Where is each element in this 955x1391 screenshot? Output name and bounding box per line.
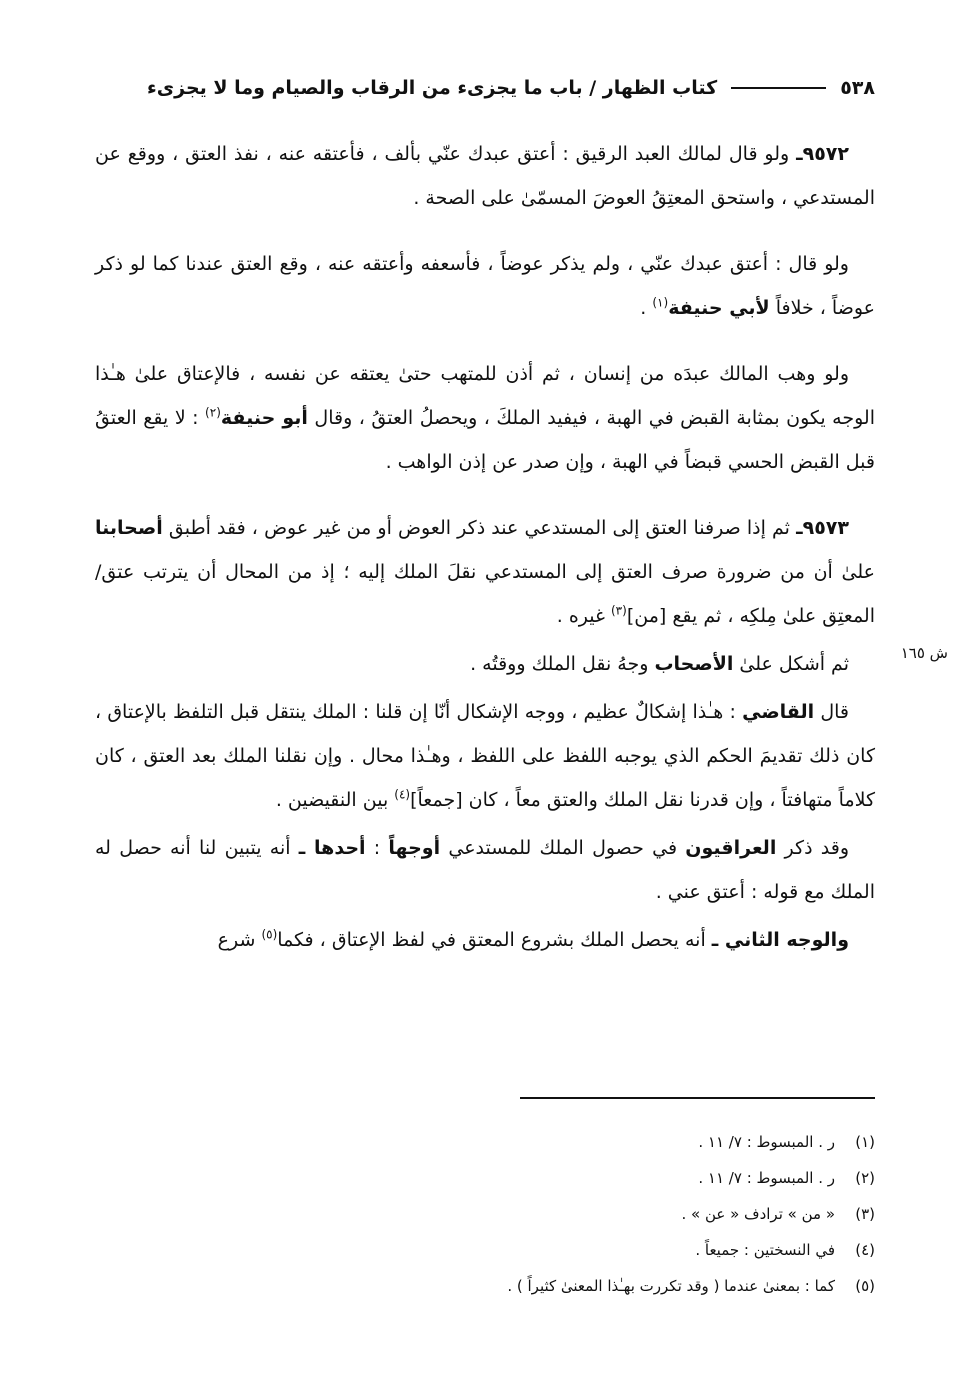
footnote-text: ر . المبسوط : ٧/ ١١ . [698, 1169, 835, 1187]
main-text [95, 132, 875, 966]
margin-note: ش ١٦٥ [900, 644, 948, 662]
bold-term: أوجهاً [388, 837, 441, 859]
footnote-number: (٤) [855, 1241, 875, 1259]
paragraph-9572: ٩٥٧٢ـ ولو قال لمالك العبد الرقيق : أعتق عبدك عنّي بألف ، فأعتقه عنه ، نفذ العتق ، ووقع عن المستدعي ، واستحق المعتِقُ العوضَ المسمّىٰ على الصحة . [95, 143, 875, 209]
footnote-ref: (٤) [394, 787, 411, 802]
footnote [95, 1160, 875, 1196]
bold-name: أصحابنا [95, 517, 163, 539]
paragraph: والوجه الثاني ـ أنه يحصل الملك بشروع المعتق في لفظ الإعتاق ، فكما$^{(٥)}$ شرع [217, 927, 849, 951]
footnote-divider [520, 1097, 875, 1099]
footnotes [95, 1124, 875, 1304]
footnote [95, 1268, 875, 1304]
running-head [95, 68, 875, 108]
paragraph-number: ٩٥٧٢ـ [796, 143, 849, 165]
paragraph-number: ٩٥٧٣ـ [796, 517, 849, 539]
footnote-ref: (٣) [610, 603, 627, 618]
footnote-text: في النسختين : جميعاً . [695, 1241, 835, 1259]
bold-name: العراقيون [685, 837, 777, 859]
paragraph-9573: ٩٥٧٣ـ ثم إذا صرفنا العتق إلى المستدعي عند ذكر العوض أو من غير عوض ، فقد أطبق أصحابنا علىٰ أن من ضرورة صرف العتق إلى المستدعي نقلَ الملك إليه ؛ إذ من المحال أن يترتب عتق/ المعتِق علىٰ مِلكِه ، ثم يقع [من]$^{(٣)}$ غيره . [95, 517, 875, 627]
footnote [95, 1232, 875, 1268]
footnote-number: (٥) [855, 1277, 875, 1295]
footnote-number: (٢) [855, 1169, 875, 1187]
footnote-text: كما : بمعنىٰ عندما ( وقد تكررت بهـٰذا المعنىٰ كثيراً ) . [507, 1277, 835, 1295]
paragraph: وقد ذكر العراقيون في حصول الملك للمستدعي أوجهاً : أحدها ـ أنه يتبين لنا أنه حصل له الملك مع قوله : أعتق عني . [95, 837, 875, 903]
footnote [95, 1124, 875, 1160]
footnote-number: (١) [855, 1133, 875, 1151]
bold-name: القاضي [742, 701, 815, 723]
footnote-text: ر . المبسوط : ٧/ ١١ . [698, 1133, 835, 1151]
header-rule [731, 87, 826, 89]
bold-term: والوجه الثاني ـ [711, 929, 849, 951]
footnote-ref: (٥) [261, 927, 278, 942]
footnote-text: « من » ترادف « عن » . [681, 1205, 835, 1223]
footnote-number: (٣) [855, 1205, 875, 1223]
paragraph: ولو وهب المالك عبدَه من إنسان ، ثم أذن للمتهب حتىٰ يعتقه عن نفسه ، فالإعتاق علىٰ هـٰذا الوجه يكون بمثابة القبض في الهبة ، فيفيد الملكَ ، ويحصلُ العتقُ ، وقال أبو حنيفة$^{(٢)}$ : لا يقع العتقُ قبل القبض الحسي قبضاً في الهبة ، وإن صدر عن إذن الواهب . [95, 363, 875, 473]
footnote [95, 1196, 875, 1232]
running-title: كتاب الظهار / باب ما يجزىء من الرقاب والصيام وما لا يجزىء [147, 77, 718, 99]
bold-name: أبو حنيفة [220, 407, 308, 429]
bold-name: لأبي حنيفة [668, 297, 770, 319]
footnote-ref: (٢) [205, 405, 221, 420]
paragraph: قال القاضي : هـٰذا إشكالٌ عظيم ، ووجه الإشكال أنّا إن قلنا : الملك ينتقل قبل التلفظ بالإعتاق ، كان ذلك تقديمَ الحكم الذي يوجبه اللفظ على اللفظ ، وهـٰذا محال . وإن نقلنا الملك بعد العتق ، كان كلاماً متهافتاً ، وإن قدرنا نقل الملك والعتق معاً ، كان [جمعاً]$^{(٤)}$ بين النقيضين . [95, 701, 875, 811]
bold-term: أحدها ـ [298, 837, 366, 859]
paragraph: ثم أشكل علىٰ الأصحاب وجهُ نقل الملك ووقتُه . [470, 653, 849, 675]
footnote-ref: (١) [652, 295, 669, 310]
page-number: ٥٣٨ [840, 77, 875, 99]
bold-name: الأصحاب [654, 653, 734, 675]
paragraph: ولو قال : أعتق عبدك عنّي ، ولم يذكر عوضاً ، فأسعفه وأعتقه عنه ، وقع العتق عندنا كما لو ذكر عوضاً ، خلافاً لأبي حنيفة$^{(١)}$ . [95, 253, 875, 319]
